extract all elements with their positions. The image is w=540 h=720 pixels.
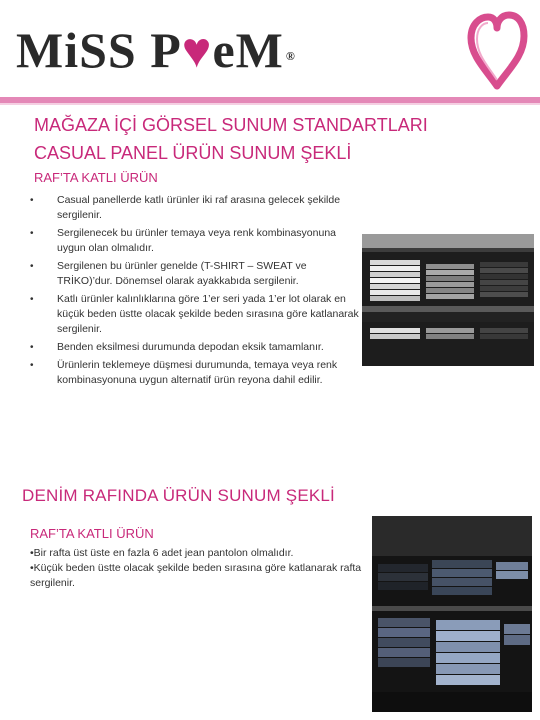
bullet-text: Benden eksilmesi durumunda depodan eksik tamamlanır.: [57, 341, 324, 353]
list-item: •Küçük beden üstte olacak şekilde beden sırasına göre katlanarak rafta sergilenir.: [30, 562, 362, 589]
title-line-1: MAĞAZA İÇİ GÖRSEL SUNUM STANDARTLARI: [34, 115, 428, 135]
bullet-marker: •: [30, 294, 34, 305]
logo-prefix: MiSS P: [16, 22, 182, 78]
folded-shirts-photo: [362, 234, 534, 366]
bullet-marker: •: [30, 342, 34, 353]
denim-rules-list: [30, 546, 370, 591]
bullet-text: Katlı ürünler kalınlıklarına göre 1’er seri yada 1’er lot olarak en küçük beden üstte olacak şekilde beden sırasına göre katlanarak sergilenir.: [57, 293, 359, 335]
registered-mark: ®: [285, 49, 296, 63]
bullet-text: Casual panellerde katlı ürünler iki raf arasına gelecek şekilde sergilenir.: [57, 194, 341, 221]
title-line-2: CASUAL PANEL ÜRÜN SUNUM ŞEKLİ: [34, 143, 352, 163]
bullet-marker: •: [30, 261, 34, 272]
bullet-marker: •: [30, 228, 34, 239]
bullet-text: Sergilenecek bu ürünler temaya veya renk kombinasyonuna uygun olan olmalıdır.: [57, 227, 336, 254]
list-item: [30, 259, 360, 289]
stacked-jeans-photo: [372, 516, 532, 712]
heart-outline-icon: [466, 8, 528, 92]
list-item: [30, 292, 360, 337]
list-item: [30, 226, 360, 256]
bullet-marker: •: [30, 195, 34, 206]
header: [0, 0, 540, 97]
list-item: [30, 358, 360, 388]
list-item: [30, 340, 360, 355]
header-divider-light: [0, 103, 540, 105]
bullet-text: Ürünlerin teklemeye düşmesi durumunda, temaya veya renk kombinasyonuna uygun alternatif ürün reyona dahil edilir.: [57, 359, 338, 386]
logo-heart: ♥: [181, 22, 213, 78]
brand-logo: [16, 20, 296, 80]
list-item: •Bir rafta üst üste en fazla 6 adet jean pantolon olmalıdır.: [30, 547, 294, 559]
casual-bullet-list: [30, 193, 360, 391]
list-item: [30, 193, 360, 223]
denim-section-title: DENİM RAFINDA ÜRÜN SUNUM ŞEKLİ: [22, 486, 335, 505]
casual-subtitle: RAF’TA KATLI ÜRÜN: [34, 170, 158, 185]
logo-suffix: eM: [212, 22, 284, 78]
page-title: [34, 111, 514, 167]
bullet-marker: •: [30, 360, 34, 371]
bullet-text: Sergilenen bu ürünler genelde (T-SHIRT – SWEAT ve TRİKO)’dur. Dönemsel olarak ayakkabıda sergilenir.: [57, 260, 307, 287]
denim-subtitle: RAF’TA KATLI ÜRÜN: [30, 526, 154, 541]
